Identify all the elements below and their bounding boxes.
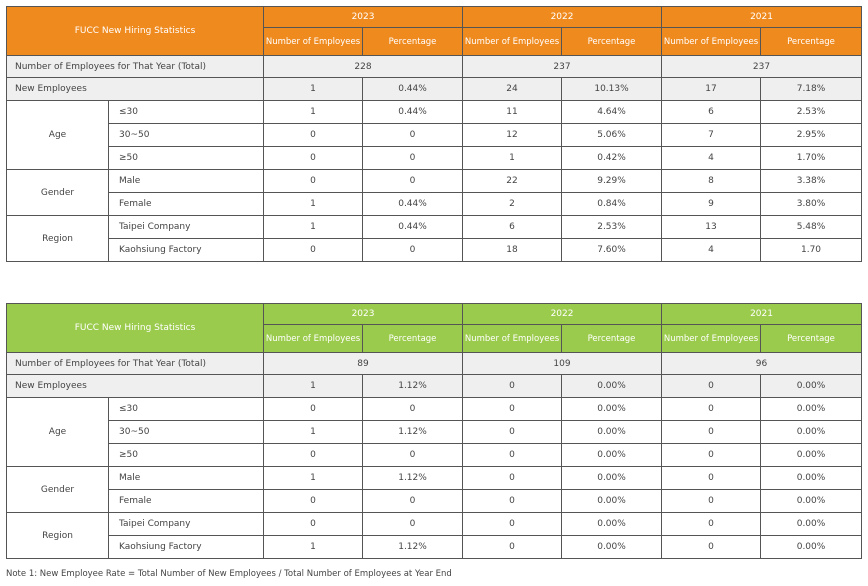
total-value: 237	[463, 56, 662, 78]
row-label: Female	[109, 490, 264, 513]
year-header: 2023	[264, 7, 463, 28]
table-row	[7, 170, 862, 193]
row-label: Taipei Company	[109, 513, 264, 536]
row-value: 0	[463, 467, 562, 490]
row-label: ≥50	[109, 444, 264, 467]
number-of-employees-header: Number of Employees	[463, 325, 562, 353]
new-employees-value: 0	[463, 375, 562, 398]
row-value: 0	[264, 239, 363, 262]
row-value: 4.64%	[562, 101, 662, 124]
row-value: 1	[264, 101, 363, 124]
row-value: 6	[463, 216, 562, 239]
row-value: 1.70	[761, 239, 862, 262]
row-value: 4	[662, 147, 761, 170]
row-value: 6	[662, 101, 761, 124]
row-value: 0.00%	[562, 513, 662, 536]
table-row	[7, 101, 862, 124]
new-employees-row	[7, 78, 862, 101]
row-value: 11	[463, 101, 562, 124]
row-value: 0	[363, 513, 463, 536]
row-value: 1.70%	[761, 147, 862, 170]
percentage-header: Percentage	[363, 325, 463, 353]
table-row	[7, 513, 862, 536]
new-employees-value: 0.44%	[363, 78, 463, 101]
row-value: 9.29%	[562, 170, 662, 193]
total-value: 89	[264, 353, 463, 375]
row-value: 0	[463, 490, 562, 513]
total-label: Number of Employees for That Year (Total)	[7, 56, 264, 78]
row-value: 0.00%	[761, 513, 862, 536]
row-value: 0	[662, 444, 761, 467]
table-row	[7, 239, 862, 262]
header-row-years	[7, 7, 862, 28]
row-value: 1.12%	[363, 536, 463, 559]
new-employees-row	[7, 375, 862, 398]
row-value: 0.44%	[363, 216, 463, 239]
row-value: 18	[463, 239, 562, 262]
percentage-header: Percentage	[363, 28, 463, 56]
number-of-employees-header: Number of Employees	[264, 28, 363, 56]
row-value: 0.00%	[761, 421, 862, 444]
table-row	[7, 147, 862, 170]
table-row	[7, 467, 862, 490]
new-employees-value: 24	[463, 78, 562, 101]
year-header: 2022	[463, 304, 662, 325]
row-value: 1	[264, 421, 363, 444]
total-value: 109	[463, 353, 662, 375]
group-label-gender: Gender	[7, 170, 109, 216]
group-label-age: Age	[7, 398, 109, 467]
row-value: 3.80%	[761, 193, 862, 216]
row-value: 0.00%	[562, 444, 662, 467]
new-employees-value: 10.13%	[562, 78, 662, 101]
row-value: 5.06%	[562, 124, 662, 147]
table-row	[7, 490, 862, 513]
new-employees-value: 17	[662, 78, 761, 101]
row-value: 0	[363, 124, 463, 147]
table-row	[7, 216, 862, 239]
row-value: 0	[463, 444, 562, 467]
row-label: Taipei Company	[109, 216, 264, 239]
row-value: 7	[662, 124, 761, 147]
row-label: ≥50	[109, 147, 264, 170]
new-employees-value: 7.18%	[761, 78, 862, 101]
row-value: 0	[662, 536, 761, 559]
group-label-gender: Gender	[7, 467, 109, 513]
row-value: 0	[662, 421, 761, 444]
row-value: 1	[264, 193, 363, 216]
row-value: 0	[662, 513, 761, 536]
row-value: 0	[264, 147, 363, 170]
row-label: Kaohsiung Factory	[109, 536, 264, 559]
row-value: 0.00%	[562, 421, 662, 444]
table-row	[7, 398, 862, 421]
row-value: 1	[264, 216, 363, 239]
total-value: 237	[662, 56, 862, 78]
row-value: 0.00%	[761, 444, 862, 467]
row-value: 0.00%	[761, 490, 862, 513]
row-value: 0	[264, 170, 363, 193]
row-label: ≤30	[109, 101, 264, 124]
row-value: 0.00%	[761, 536, 862, 559]
row-label: Kaohsiung Factory	[109, 239, 264, 262]
row-value: 1	[463, 147, 562, 170]
row-value: 5.48%	[761, 216, 862, 239]
table-title: FUCC New Hiring Statistics	[7, 304, 264, 353]
row-value: 12	[463, 124, 562, 147]
table-row	[7, 444, 862, 467]
number-of-employees-header: Number of Employees	[463, 28, 562, 56]
header-row-years	[7, 304, 862, 325]
new-employees-label: New Employees	[7, 78, 264, 101]
table-row	[7, 421, 862, 444]
row-value: 0	[363, 398, 463, 421]
row-value: 0.44%	[363, 193, 463, 216]
row-value: 0	[463, 513, 562, 536]
row-label: 30~50	[109, 421, 264, 444]
percentage-header: Percentage	[761, 28, 862, 56]
row-label: Female	[109, 193, 264, 216]
row-value: 2.53%	[562, 216, 662, 239]
row-value: 13	[662, 216, 761, 239]
row-label: Male	[109, 170, 264, 193]
row-value: 0	[363, 239, 463, 262]
row-value: 0	[264, 444, 363, 467]
row-value: 0.00%	[761, 398, 862, 421]
percentage-header: Percentage	[761, 325, 862, 353]
row-value: 0	[264, 513, 363, 536]
row-value: 0.00%	[562, 398, 662, 421]
new-employees-value: 1.12%	[363, 375, 463, 398]
group-label-region: Region	[7, 513, 109, 559]
table-row	[7, 536, 862, 559]
row-value: 3.38%	[761, 170, 862, 193]
hiring-table-orange	[6, 6, 862, 262]
row-value: 0.44%	[363, 101, 463, 124]
row-value: 0	[363, 170, 463, 193]
table-row	[7, 124, 862, 147]
row-value: 8	[662, 170, 761, 193]
row-value: 0.84%	[562, 193, 662, 216]
new-employees-label: New Employees	[7, 375, 264, 398]
year-header: 2022	[463, 7, 662, 28]
row-value: 9	[662, 193, 761, 216]
row-value: 0.42%	[562, 147, 662, 170]
row-value: 0	[363, 444, 463, 467]
year-header: 2023	[264, 304, 463, 325]
row-value: 0.00%	[562, 490, 662, 513]
total-value: 96	[662, 353, 862, 375]
number-of-employees-header: Number of Employees	[264, 325, 363, 353]
group-label-region: Region	[7, 216, 109, 262]
group-label-age: Age	[7, 101, 109, 170]
row-value: 0	[463, 398, 562, 421]
row-value: 0	[363, 147, 463, 170]
new-employees-value: 0	[662, 375, 761, 398]
row-label: ≤30	[109, 398, 264, 421]
row-label: 30~50	[109, 124, 264, 147]
row-value: 0.00%	[562, 536, 662, 559]
number-of-employees-header: Number of Employees	[662, 325, 761, 353]
row-value: 22	[463, 170, 562, 193]
row-value: 2.53%	[761, 101, 862, 124]
year-header: 2021	[662, 304, 862, 325]
row-label: Male	[109, 467, 264, 490]
total-label: Number of Employees for That Year (Total)	[7, 353, 264, 375]
footnote: Note 1: New Employee Rate = Total Number of New Employees / Total Number of Employees at Year End	[6, 569, 452, 579]
row-value: 0	[662, 467, 761, 490]
new-employees-value: 0.00%	[761, 375, 862, 398]
table-title: FUCC New Hiring Statistics	[7, 7, 264, 56]
row-value: 0	[363, 490, 463, 513]
row-value: 0	[463, 536, 562, 559]
row-value: 4	[662, 239, 761, 262]
new-employees-value: 1	[264, 375, 363, 398]
row-value: 0	[463, 421, 562, 444]
table-row	[7, 193, 862, 216]
row-value: 0.00%	[562, 467, 662, 490]
row-value: 0	[662, 490, 761, 513]
row-value: 0.00%	[761, 467, 862, 490]
row-value: 0	[264, 124, 363, 147]
row-value: 2.95%	[761, 124, 862, 147]
row-value: 0	[264, 490, 363, 513]
percentage-header: Percentage	[562, 28, 662, 56]
new-employees-value: 0.00%	[562, 375, 662, 398]
total-value: 228	[264, 56, 463, 78]
row-value: 1.12%	[363, 421, 463, 444]
year-header: 2021	[662, 7, 862, 28]
new-employees-value: 1	[264, 78, 363, 101]
hiring-table-green	[6, 303, 862, 559]
row-value: 1.12%	[363, 467, 463, 490]
row-value: 7.60%	[562, 239, 662, 262]
total-row	[7, 56, 862, 78]
row-value: 1	[264, 467, 363, 490]
row-value: 2	[463, 193, 562, 216]
percentage-header: Percentage	[562, 325, 662, 353]
number-of-employees-header: Number of Employees	[662, 28, 761, 56]
total-row	[7, 353, 862, 375]
row-value: 0	[264, 398, 363, 421]
row-value: 0	[662, 398, 761, 421]
row-value: 1	[264, 536, 363, 559]
